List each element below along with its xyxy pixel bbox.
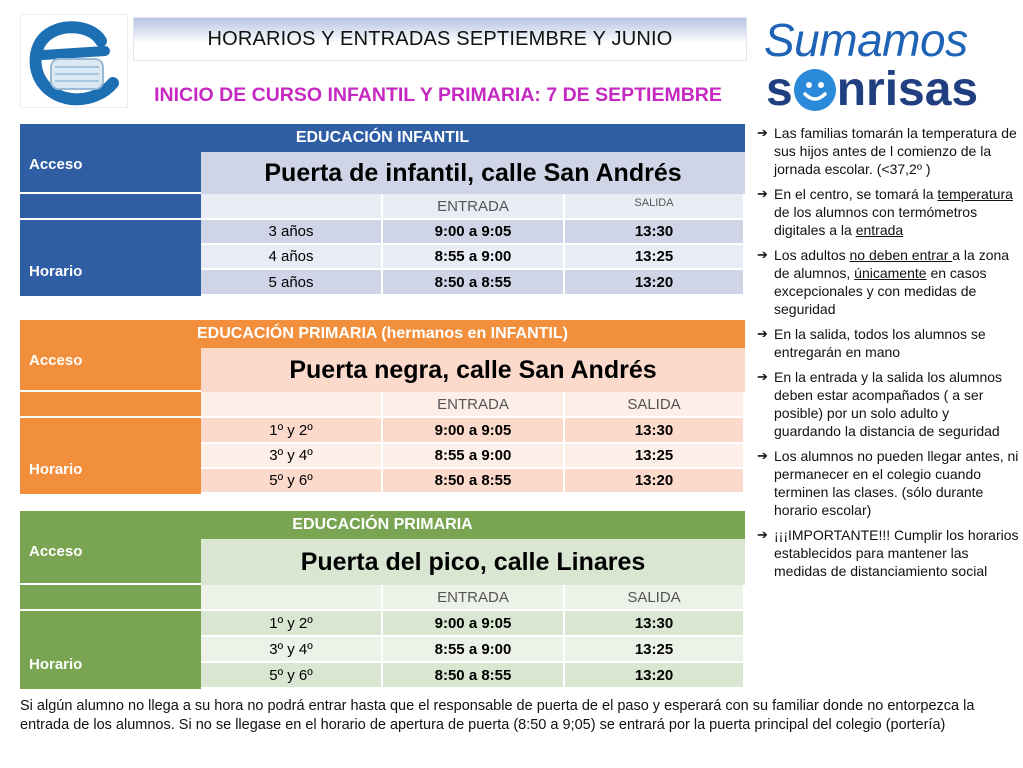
group-header [201,585,383,611]
gate-name: Puerta del pico, calle Linares [201,539,745,587]
note-item [757,526,1019,580]
entry-header: ENTRADA [383,194,565,220]
group-cell: 1º y 2º [201,611,383,637]
gate-name: Puerta de infantil, calle San Andrés [201,152,745,196]
smiley-icon [794,69,836,111]
note-text: Los adultos no deben entrar a la zona de alumnos, únicamente en casos excepcionales y con medidas de seguridad [774,247,1010,317]
table-row [201,469,745,494]
note-text: Las familias tomarán la temperatura de sus hijos antes de l comienzo de la jornada escolar. (<37,2º ) [774,125,1017,177]
page-subtitle: INICIO DE CURSO INFANTIL Y PRIMARIA: 7 DE SEPTIEMBRE [154,84,722,106]
note-item [757,368,1019,440]
exit-cell: 13:20 [565,469,745,494]
brand-line-2 [766,64,978,116]
exit-cell: 13:30 [565,611,745,637]
schedule-label: Horario [20,418,201,494]
note-item [757,447,1019,519]
table-row [201,418,745,444]
table-row [201,270,745,296]
arrow-icon: ➔ [757,326,768,341]
entry-cell: 8:55 a 9:00 [383,637,565,663]
entry-cell: 9:00 a 9:05 [383,418,565,444]
arrow-icon: ➔ [757,448,768,463]
group-cell: 5º y 6º [201,469,383,494]
group-cell: 3 años [201,220,383,245]
header-spacer [20,585,201,611]
table-row [201,220,745,245]
note-text: En la entrada y la salida los alumnos deben estar acompañados ( a ser posible) por un solo adulto y guardando la distancia de seguridad [774,369,1003,439]
header-spacer [20,194,201,220]
arrow-icon: ➔ [757,247,768,262]
access-label: Acceso [20,152,201,194]
entry-header: ENTRADA [383,392,565,418]
group-cell: 5 años [201,270,383,296]
group-header [201,392,383,418]
school-logo [20,14,128,108]
page-title: HORARIOS Y ENTRADAS SEPTIEMBRE Y JUNIO [133,17,747,61]
table-row [201,663,745,689]
table-infantil [20,124,745,296]
note-text: En la salida, todos los alumnos se entregarán en mano [774,326,986,360]
note-item [757,124,1019,178]
table-title: EDUCACIÓN INFANTIL [20,124,745,152]
group-cell: 3º y 4º [201,637,383,663]
note-item [757,185,1019,239]
brand-logo [760,10,1018,114]
note-item [757,325,1019,361]
exit-header: SALIDA [565,392,745,418]
group-cell: 5º y 6º [201,663,383,689]
arrow-icon: ➔ [757,369,768,384]
brand-line-1: Sumamos [764,14,968,66]
entry-cell: 8:55 a 9:00 [383,245,565,270]
notes-list [757,124,1019,587]
table-row [201,611,745,637]
table-title: EDUCACIÓN PRIMARIA [20,511,745,539]
entry-cell: 9:00 a 9:05 [383,611,565,637]
entry-cell: 9:00 a 9:05 [383,220,565,245]
note-text: Los alumnos no pueden llegar antes, ni permanecer en el colegio cuando terminen las clases. (sólo durante horario escolar) [774,448,1019,518]
arrow-icon: ➔ [757,527,768,542]
header-spacer [20,392,201,418]
exit-header: SALIDA [565,194,745,220]
table-title: EDUCACIÓN PRIMARIA (hermanos en INFANTIL) [20,320,745,348]
table-primaria [20,511,745,689]
entry-cell: 8:55 a 9:00 [383,444,565,469]
brand-word-rest: nrisas [836,63,979,116]
exit-cell: 13:25 [565,444,745,469]
table-row [201,444,745,469]
schedule-label: Horario [20,220,201,296]
entry-cell: 8:50 a 8:55 [383,663,565,689]
group-cell: 1º y 2º [201,418,383,444]
footer-note: Si algún alumno no llega a su hora no podrá entrar hasta que el responsable de puerta de el paso y esperará con su familiar donde no entorpezca la entrada de los alumnos. Si no se llegase en el horario de apertura de puerta (8:50 a 9;05) se entrará por la puerta principal del colegio (portería) [20,698,975,733]
table-primaria-hermanos [20,320,745,494]
exit-cell: 13:20 [565,270,745,296]
table-row [201,245,745,270]
arrow-icon: ➔ [757,125,768,140]
group-header [201,194,383,220]
exit-cell: 13:30 [565,418,745,444]
exit-cell: 13:30 [565,220,745,245]
entry-cell: 8:50 a 8:55 [383,270,565,296]
exit-cell: 13:25 [565,245,745,270]
group-cell: 4 años [201,245,383,270]
exit-cell: 13:25 [565,637,745,663]
brand-letter-s: s [766,63,793,116]
entry-cell: 8:50 a 8:55 [383,469,565,494]
gate-name: Puerta negra, calle San Andrés [201,348,745,394]
note-item [757,246,1019,318]
group-cell: 3º y 4º [201,444,383,469]
note-text: ¡¡¡IMPORTANTE!!! Cumplir los horarios establecidos para mantener las medidas de distanciamiento social [774,527,1019,579]
arrow-icon: ➔ [757,186,768,201]
exit-header: SALIDA [565,585,745,611]
access-label: Acceso [20,539,201,585]
entry-header: ENTRADA [383,585,565,611]
note-text: En el centro, se tomará la temperatura de los alumnos con termómetros digitales a la entrada [774,186,1013,238]
schedule-label: Horario [20,611,201,689]
access-label: Acceso [20,348,201,392]
table-row [201,637,745,663]
exit-cell: 13:20 [565,663,745,689]
